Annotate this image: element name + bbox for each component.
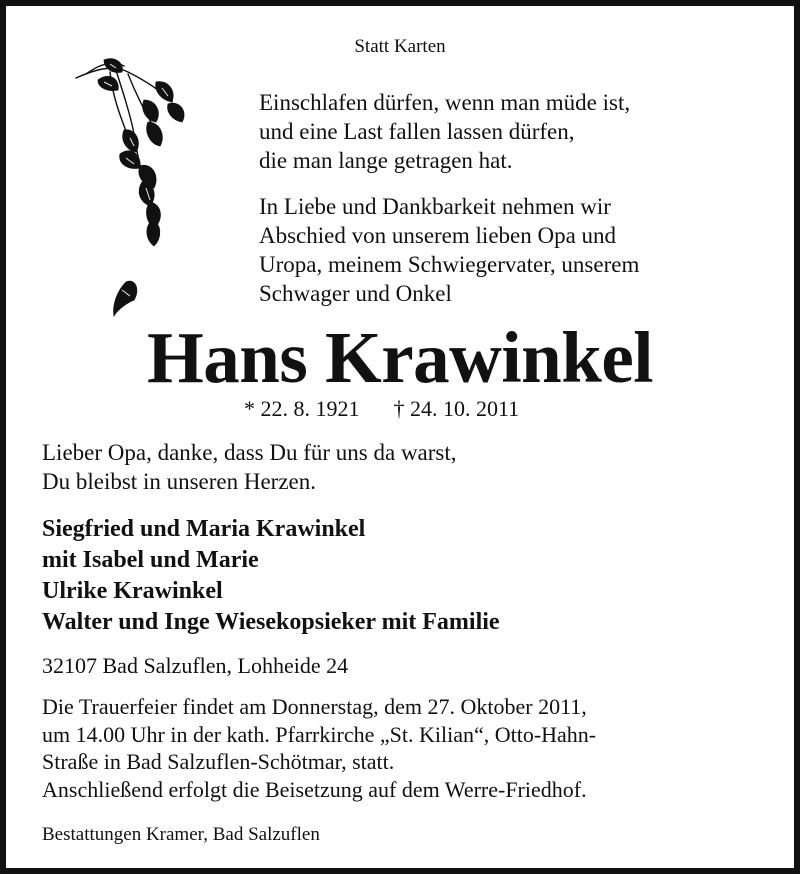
message-line: Lieber Opa, danke, dass Du für uns da warst, (42, 440, 457, 465)
death-date: † 24. 10. 2011 (393, 396, 520, 421)
intro-text (259, 192, 639, 308)
mourner-line: Siegfried und Maria Krawinkel (42, 516, 366, 542)
service-line: Anschließend erfolgt die Beisetzung auf dem Werre-Friedhof. (42, 776, 587, 802)
intro-line: In Liebe und Dankbarkeit nehmen wir (259, 194, 611, 219)
intro-line: Schwager und Onkel (259, 281, 452, 306)
poem (259, 88, 630, 175)
message-line: Du bleibst in unseren Herzen. (42, 469, 317, 494)
intro-line: Abschied von unserem lieben Opa und (259, 223, 617, 248)
life-dates (244, 396, 519, 422)
poem-line: die man lange getragen hat. (259, 148, 513, 173)
birch-branch-icon (64, 50, 194, 330)
poem-line: und eine Last fallen lassen dürfen, (259, 119, 575, 144)
undertaker-credit: Bestattungen Kramer, Bad Salzuflen (42, 824, 320, 845)
birth-date: * 22. 8. 1921 (244, 396, 360, 421)
family-address: 32107 Bad Salzuflen, Lohheide 24 (42, 653, 349, 678)
service-line: Straße in Bad Salzuflen-Schötmar, statt. (42, 749, 395, 774)
farewell-message (42, 438, 457, 496)
service-line: um 14.00 Uhr in der kath. Pfarrkirche „St. Kilian“, Otto-Hahn- (42, 721, 597, 747)
intro-line: Uropa, meinem Schwiegervater, unserem (259, 252, 640, 277)
service-line: Die Trauerfeier findet am Donnerstag, dem 27. Oktober 2011, (42, 694, 587, 719)
mourner-line: Walter und Inge Wiesekopsieker mit Familie (42, 609, 500, 635)
mourners-list (42, 514, 500, 638)
funeral-service-info (42, 693, 596, 803)
poem-line: Einschlafen dürfen, wenn man müde ist, (259, 90, 631, 115)
deceased-name: Hans Krawinkel (146, 317, 654, 398)
header-statt-karten: Statt Karten (354, 36, 446, 57)
mourner-line: Ulrike Krawinkel (42, 578, 223, 604)
mourner-line: mit Isabel und Marie (42, 547, 259, 573)
